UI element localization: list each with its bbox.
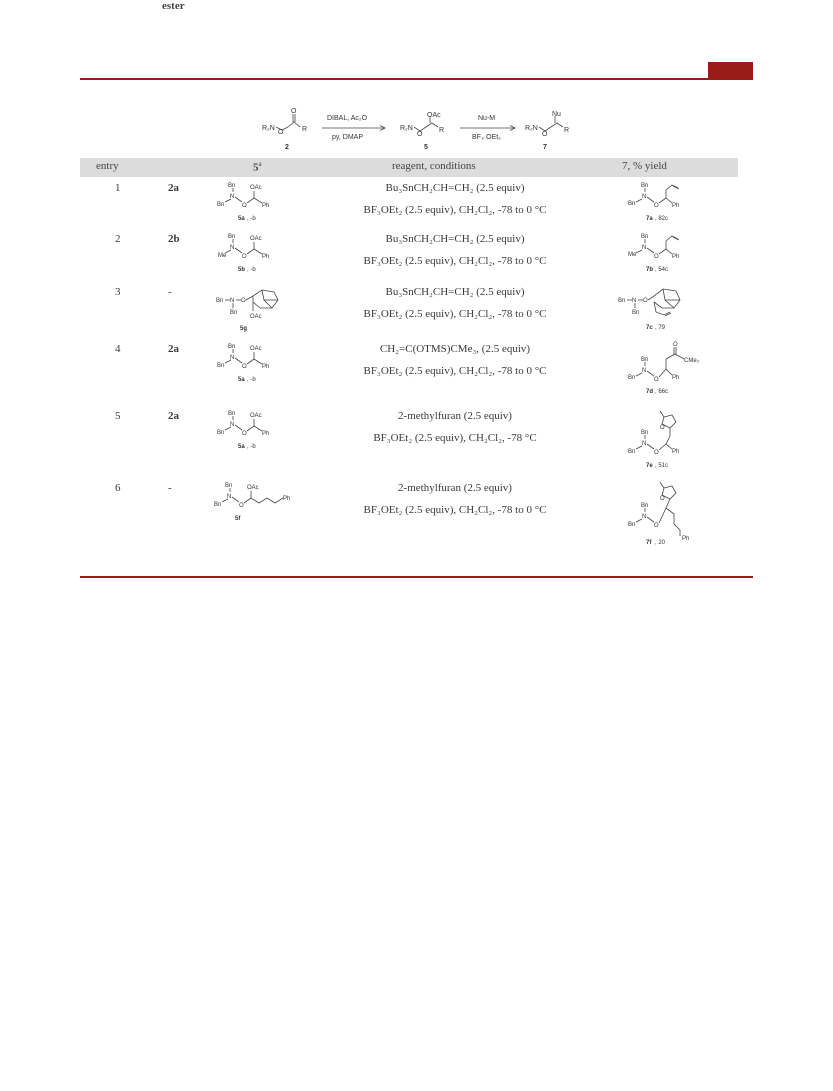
atom-o: O: [643, 298, 648, 304]
intermediate-r: R: [439, 127, 445, 134]
compound5-note: , -b: [247, 216, 256, 222]
atom-n: N: [230, 355, 235, 361]
atom-n: N: [227, 494, 232, 500]
atom-o: O: [242, 431, 247, 437]
atom-n: N: [230, 245, 235, 251]
row-conditions: BF₃OEt₂ (2.5 equiv), CH₂Cl₂, -78 °C: [373, 432, 537, 444]
compound5-label: 5g: [240, 326, 248, 332]
bottom-rule: [80, 576, 753, 578]
atom-bn: Bn: [628, 375, 636, 381]
atom-bn: Bn: [230, 310, 238, 316]
structure-5f: [212, 480, 312, 532]
atom-bn: Bn: [228, 234, 236, 240]
intermediate-r2n: R₂N: [400, 125, 413, 132]
product-r: R: [564, 127, 570, 134]
row-entry: 3: [115, 286, 121, 298]
top-rule: [80, 78, 753, 80]
product-r2n: R₂N: [525, 125, 538, 132]
compound5-label: 5a: [238, 377, 245, 383]
atom-n: N: [632, 298, 637, 304]
atom-n: N: [642, 368, 647, 374]
row-reagent: Bu₃SnCH₂CH=CH₂ (2.5 equiv): [385, 182, 525, 194]
row-entry: 4: [115, 343, 121, 355]
reaction-scheme: [260, 110, 580, 155]
structure-5a: [217, 180, 310, 232]
atom-oac: OAc: [250, 185, 262, 191]
row-ester: 2a: [168, 410, 179, 422]
compound5-note: , -b: [247, 444, 256, 450]
scheme-drawing: [260, 110, 580, 155]
atom-me: Me: [218, 253, 227, 259]
atom-me: Me: [628, 252, 637, 258]
atom-ph: Ph: [672, 375, 680, 381]
atom-ph: Ph: [672, 254, 680, 260]
atom-bn: Bn: [628, 522, 636, 528]
product-yield: , 66c: [655, 389, 669, 395]
reactant-r: R: [302, 126, 308, 133]
structure-7e: [608, 406, 708, 472]
product-yield: , 79: [655, 325, 666, 331]
product-label: 7f: [646, 540, 652, 546]
atom-o: O: [654, 377, 659, 383]
header-entry: entry: [96, 160, 119, 172]
atom-o: O: [239, 503, 244, 509]
structure-5b: [220, 231, 310, 283]
atom-bn: Bn: [217, 202, 225, 208]
step2-conditions: BF₃·OEt₂: [472, 134, 501, 141]
atom-ph: Ph: [262, 431, 270, 437]
product-yield: , 54c: [655, 267, 669, 273]
intermediate-label: 5: [424, 144, 428, 151]
row-ester: 2b: [168, 233, 180, 245]
atom-n: N: [642, 514, 647, 520]
row-entry: 6: [115, 482, 121, 494]
compound5-label: 5b: [238, 267, 246, 273]
atom-n: N: [642, 441, 647, 447]
row-reagent: CH₂=C(OTMS)CMe₃, (2.5 equiv): [379, 343, 531, 355]
atom-bn: Bn: [641, 357, 649, 363]
row-conditions: BF₃OEt₂ (2.5 equiv), CH₂Cl₂, -78 to 0 °C: [363, 204, 547, 216]
atom-o: O: [660, 496, 665, 502]
product-yield: , 51c: [655, 463, 669, 469]
page-number-tab: [708, 62, 753, 78]
row-ester: -: [168, 286, 172, 298]
atom-o: O: [242, 364, 247, 370]
header-compound-5-text: 5: [253, 161, 259, 174]
compound5-note: , -b: [247, 267, 256, 273]
atom-n: N: [230, 194, 235, 200]
atom-bn: Bn: [632, 310, 640, 316]
atom-bn: Bn: [216, 298, 224, 304]
row-conditions: BF₃OEt₂ (2.5 equiv), CH₂Cl₂, -78 to 0 °C: [363, 308, 547, 320]
product-label: 7b: [646, 267, 654, 273]
atom-oac: OAc: [250, 413, 262, 419]
reactant-carbonyl-o: O: [291, 108, 297, 115]
header-compound-5: [253, 160, 262, 174]
compound5-note: , -b: [247, 377, 256, 383]
intermediate-o: O: [417, 131, 423, 138]
reactant-o: O: [278, 129, 284, 136]
structure-7c: [608, 282, 708, 342]
structure-5a: [217, 341, 310, 393]
header-compound-5-sup: a: [258, 160, 262, 168]
compound5-label: 5f: [235, 516, 241, 522]
structure-5g: [216, 284, 310, 336]
atom-ph: Ph: [262, 203, 270, 209]
atom-o: O: [654, 523, 659, 529]
atom-bn: Bn: [641, 430, 649, 436]
atom-bn: Bn: [641, 183, 649, 189]
atom-bn: Bn: [628, 201, 636, 207]
atom-n: N: [642, 194, 647, 200]
product-o: O: [542, 131, 548, 138]
atom-o: O: [673, 342, 678, 348]
structure-7f: [608, 478, 708, 552]
atom-oac: OAc: [250, 346, 262, 352]
structure-5a: [217, 408, 310, 460]
atom-bn: Bn: [228, 344, 236, 350]
compound5-label: 5a: [238, 444, 245, 450]
atom-n: N: [230, 298, 235, 304]
row-conditions: BF₃OEt₂ (2.5 equiv), CH₂Cl₂, -78 to 0 °C: [363, 365, 547, 377]
atom-ph: Ph: [672, 203, 680, 209]
row-reagent: 2-methylfuran (2.5 equiv): [398, 482, 512, 494]
atom-ph: Ph: [262, 254, 270, 260]
atom-o: O: [654, 254, 659, 260]
atom-ph: Ph: [682, 536, 690, 542]
row-entry: 2: [115, 233, 121, 245]
atom-o: O: [242, 254, 247, 260]
product-nu: Nu: [552, 111, 561, 118]
row-reagent: Bu₃SnCH₂CH=CH₂ (2.5 equiv): [385, 286, 525, 298]
intermediate-oac: OAc: [427, 112, 441, 119]
atom-bn: Bn: [228, 183, 236, 189]
row-ester: -: [168, 482, 172, 494]
atom-bn: Bn: [628, 449, 636, 455]
atom-o: O: [654, 450, 659, 456]
row-conditions: BF₃OEt₂ (2.5 equiv), CH₂Cl₂, -78 to 0 °C: [363, 255, 547, 267]
compound5-label: 5a: [238, 216, 245, 222]
header-ester: ester: [162, 0, 185, 12]
atom-bn: Bn: [225, 483, 233, 489]
structure-7d: [608, 339, 708, 399]
atom-bn: Bn: [641, 234, 649, 240]
row-entry: 5: [115, 410, 121, 422]
atom-n: N: [642, 245, 647, 251]
atom-bn: Bn: [217, 363, 225, 369]
atom-cme3: CMe₃: [684, 358, 700, 364]
atom-bn: Bn: [214, 502, 222, 508]
atom-ph: Ph: [283, 496, 291, 502]
row-reagent: 2-methylfuran (2.5 equiv): [398, 410, 512, 422]
atom-ph: Ph: [672, 449, 680, 455]
step1-conditions: py, DMAP: [332, 134, 363, 141]
header-yield: 7, % yield: [622, 160, 667, 172]
atom-n: N: [230, 422, 235, 428]
step2-reagents: Nu-M: [478, 115, 496, 122]
header-reagent: reagent, conditions: [392, 160, 476, 172]
product-yield: , 20: [655, 540, 666, 546]
product-label: 7c: [646, 325, 653, 331]
atom-o: O: [660, 425, 665, 431]
product-label: 7d: [646, 389, 654, 395]
reactant-label: 2: [285, 144, 289, 151]
product-label: 7e: [646, 463, 653, 469]
row-conditions: BF₃OEt₂ (2.5 equiv), CH₂Cl₂, -78 to 0 °C: [363, 504, 547, 516]
product-label: 7: [543, 144, 547, 151]
row-ester: 2a: [168, 182, 179, 194]
atom-bn: Bn: [217, 430, 225, 436]
product-yield: , 82c: [655, 216, 669, 222]
atom-oac: OAc: [250, 314, 262, 320]
row-reagent: Bu₃SnCH₂CH=CH₂ (2.5 equiv): [385, 233, 525, 245]
atom-bn: Bn: [641, 503, 649, 509]
atom-oac: OAc: [247, 485, 259, 491]
atom-ph: Ph: [262, 364, 270, 370]
structure-7b: [608, 229, 708, 289]
atom-o: O: [654, 203, 659, 209]
product-label: 7a: [646, 216, 653, 222]
row-entry: 1: [115, 182, 121, 194]
row-ester: 2a: [168, 343, 179, 355]
step1-reagents: DIBAL, Ac₂O: [327, 115, 368, 122]
atom-oac: OAc: [250, 236, 262, 242]
atom-bn: Bn: [618, 298, 626, 304]
atom-o: O: [241, 298, 246, 304]
reactant-r2n: R₂N: [262, 125, 275, 132]
atom-o: O: [242, 203, 247, 209]
atom-bn: Bn: [228, 411, 236, 417]
